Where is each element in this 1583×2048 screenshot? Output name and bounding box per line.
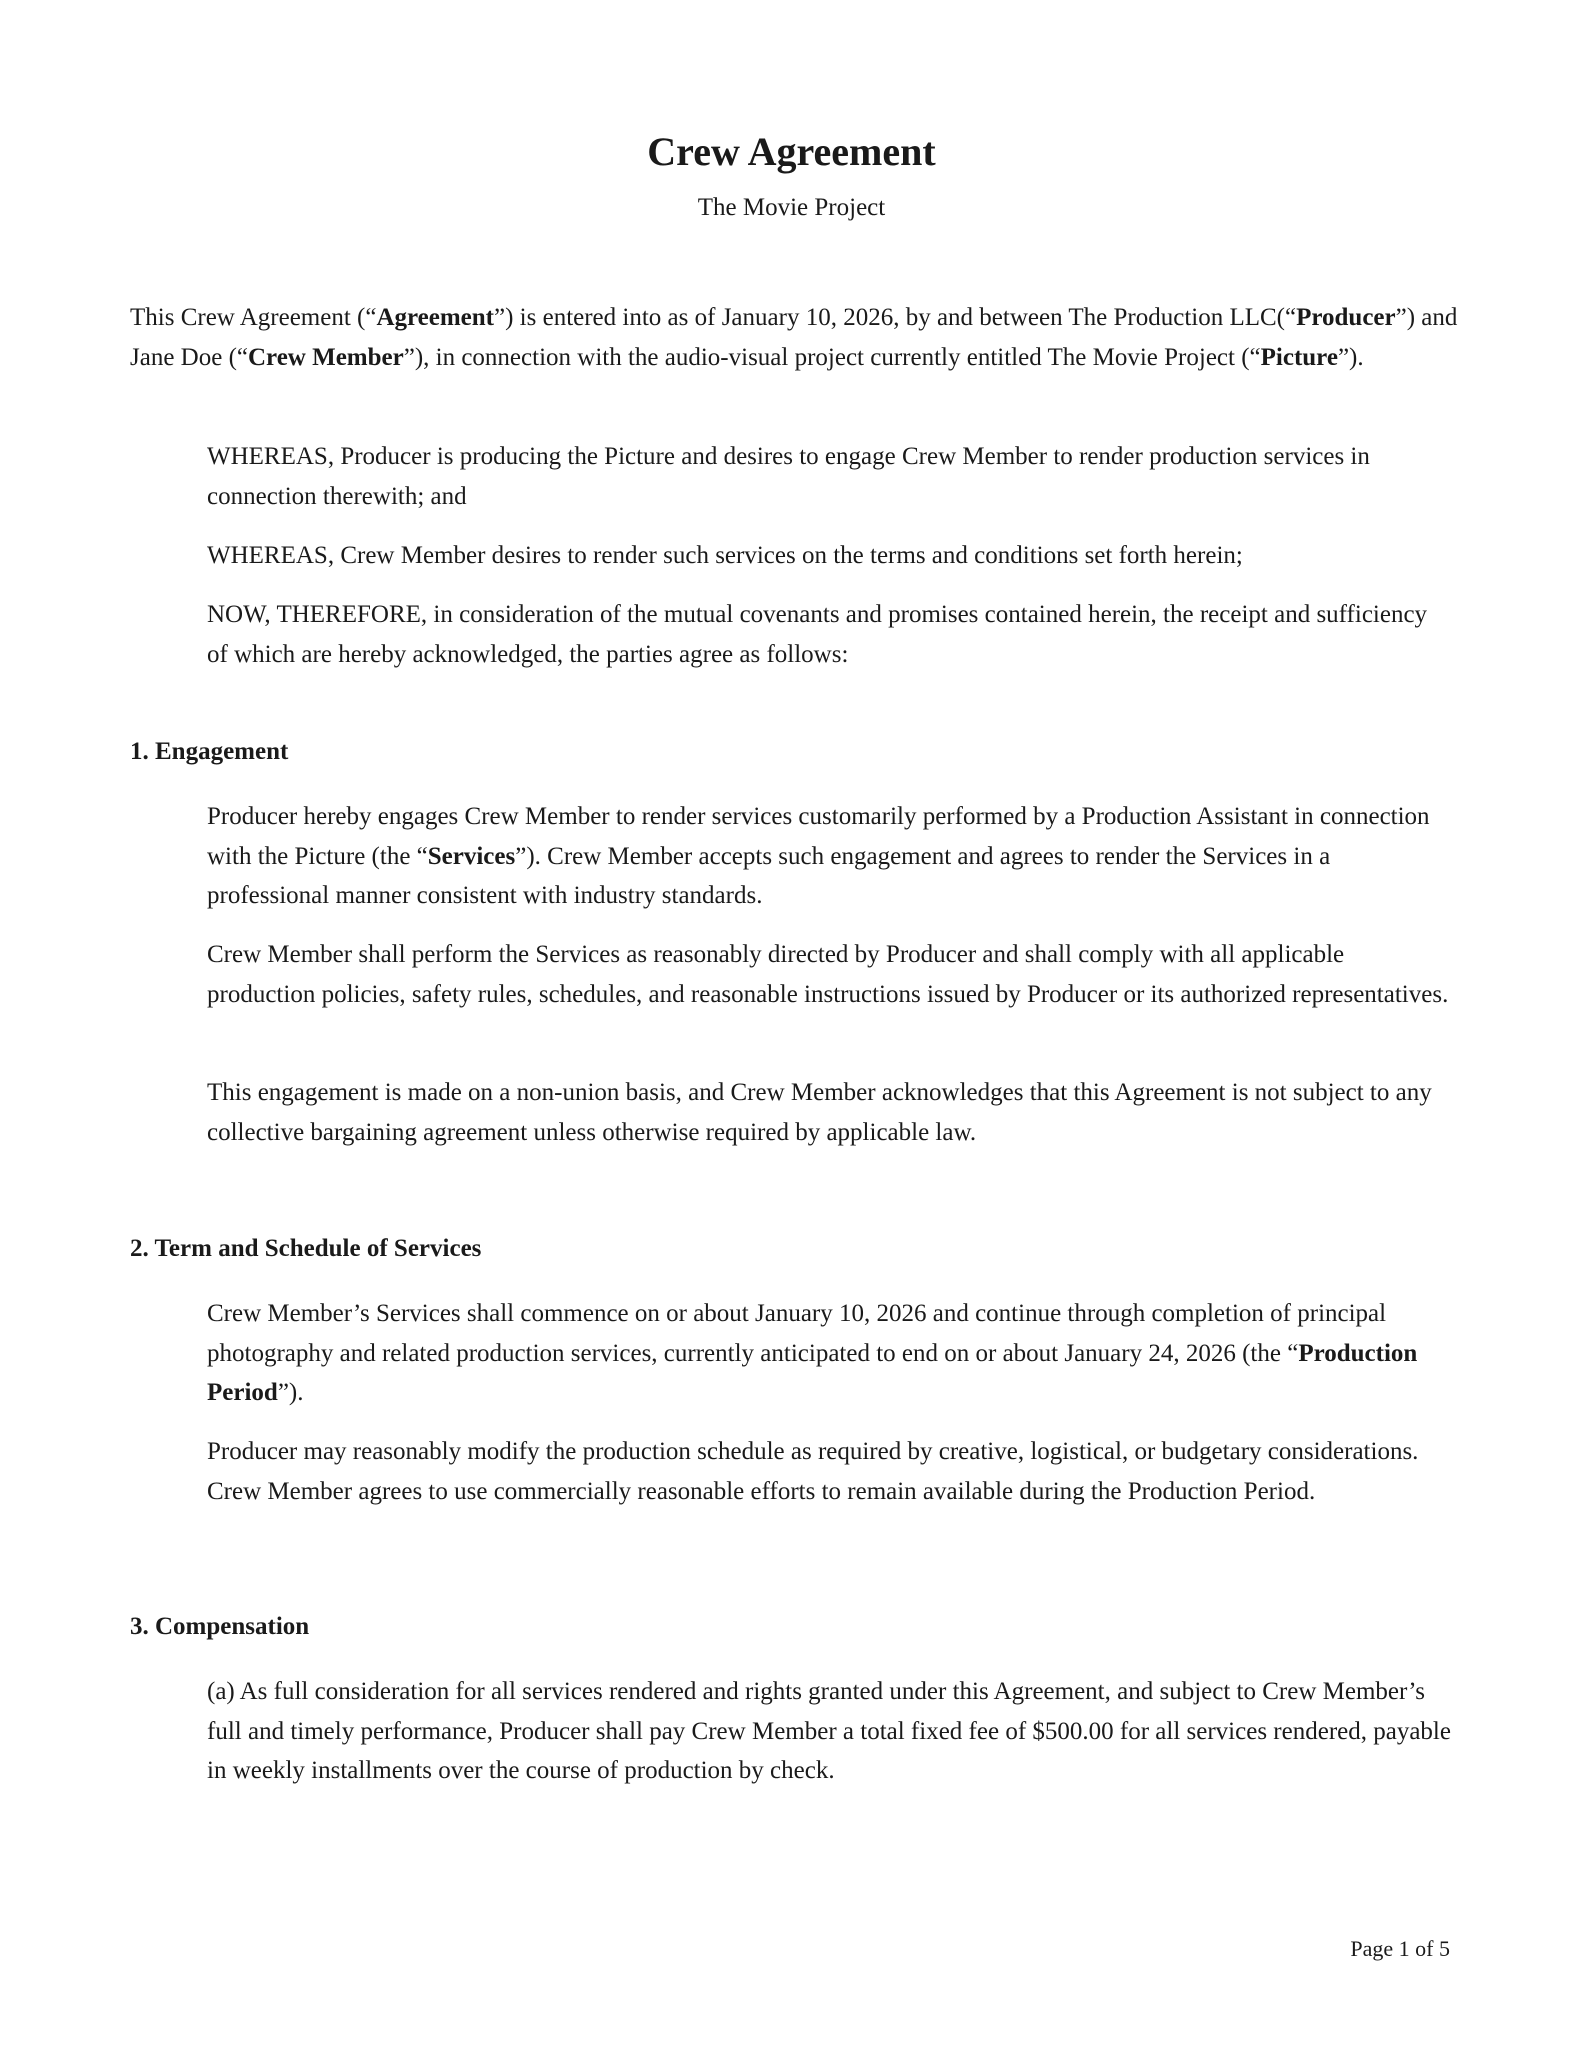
intro-text: This Crew Agreement (“: [130, 304, 377, 331]
paragraph-text: ”). Crew Member accepts such engagement and agrees to render the Services in a professional manner consistent with industry standards.: [207, 842, 1331, 909]
section-heading-engagement: 1. Engagement: [130, 738, 289, 765]
recital-text: , in consideration of the mutual covenants and promises contained herein, the receipt and sufficiency of which are hereby acknowledged, the parties agree as follows:: [207, 601, 1428, 668]
paragraph-text: ”).: [277, 1379, 304, 1406]
intro-text: ”) is entered into as of January 10, 2026, by and between The Production LLC(“: [494, 304, 1297, 331]
document-subtitle: The Movie Project: [697, 194, 886, 221]
section-paragraph: [207, 935, 1452, 1014]
section-paragraph: [207, 1432, 1452, 1511]
page-number: Page 1 of 5: [1350, 1936, 1450, 1961]
defined-term: Production Period: [207, 1339, 1418, 1406]
paragraph-text: (a) As full consideration for all services rendered and rights granted under this Agreement, and subject to Crew Member’s full and timely performance, Producer shall pay Crew Member a total fixed fee of $500.00 for all services rendered, payable in weekly installments over the course of production by check.: [207, 1678, 1451, 1784]
paragraph-text: Crew Member shall perform the Services as reasonably directed by Producer and shall comply with all applicable production policies, safety rules, schedules, and reasonable instructions issued by Producer or its authorized representatives.: [207, 941, 1449, 1008]
paragraph-text: This engagement is made on a non-union basis, and Crew Member acknowledges that this Agreement is not subject to any collective bargaining agreement unless otherwise required by applicable law.: [207, 1079, 1432, 1146]
recital-text: , Crew Member desires to render such services on the terms and conditions set forth herein;: [327, 542, 1243, 569]
document-title: Crew Agreement: [647, 129, 936, 174]
intro-text: ”).: [1337, 343, 1364, 371]
paragraph-text: Producer may reasonably modify the production schedule as required by creative, logistical, or budgetary considerations. Crew Member agrees to use commercially reasonable efforts to remain available during the Production Period.: [207, 1438, 1419, 1505]
defined-term: Services: [427, 842, 516, 870]
intro-paragraph: [130, 298, 1460, 377]
section-paragraph: [207, 1073, 1452, 1152]
recital-paragraph: [207, 595, 1452, 674]
section-heading-term-schedule: 2. Term and Schedule of Services: [130, 1235, 482, 1262]
section-paragraph: [207, 797, 1452, 916]
defined-term: Producer: [1296, 304, 1396, 331]
section-paragraph: [207, 1294, 1452, 1413]
recital-lead: WHEREAS: [207, 443, 328, 470]
intro-text: ”), in connection with the audio-visual project currently entitled The Movie Project (“: [403, 343, 1261, 371]
recital-paragraph: [207, 437, 1452, 516]
defined-term: Agreement: [376, 304, 494, 331]
defined-term: Picture: [1260, 343, 1338, 371]
recital-lead: NOW, THEREFORE: [207, 601, 421, 628]
recital-lead: WHEREAS: [207, 542, 328, 569]
intro-text: ”) and Jane Doe (“: [130, 304, 1458, 371]
section-heading-compensation: 3. Compensation: [130, 1613, 310, 1640]
paragraph-text: Producer hereby engages Crew Member to render services customarily performed by a Production Assistant in connection with the Picture (the “: [207, 803, 1430, 870]
section-paragraph: [207, 1672, 1452, 1791]
defined-term: Crew Member: [248, 343, 404, 371]
recital-paragraph: [207, 536, 1452, 576]
recital-text: , Producer is producing the Picture and desires to engage Crew Member to render production services in connection therewith; and: [207, 443, 1370, 510]
paragraph-text: Crew Member’s Services shall commence on or about January 10, 2026 and continue through completion of principal photography and related production services, currently anticipated to end on or about January 24, 2026 (the “: [207, 1300, 1387, 1367]
